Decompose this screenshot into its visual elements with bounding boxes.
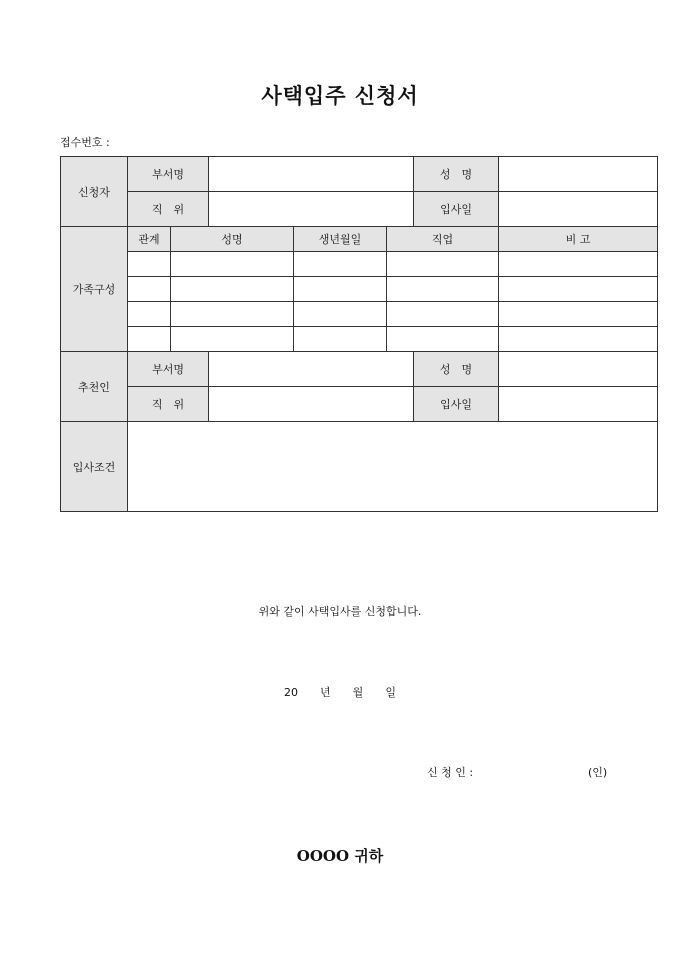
date-month-unit: 월 <box>352 686 364 699</box>
conditions-section-label: 입사조건 <box>61 422 128 512</box>
family-cell[interactable] <box>387 302 499 327</box>
recommender-section-label: 추천인 <box>61 352 128 422</box>
recommender-name-label: 성 명 <box>414 352 499 387</box>
applicant-hire-date-field[interactable] <box>499 192 658 227</box>
family-cell[interactable] <box>294 252 387 277</box>
family-col-name: 성명 <box>171 227 294 252</box>
receipt-number-label: 접수번호 : <box>60 136 110 149</box>
recommender-dept-label: 부서명 <box>128 352 209 387</box>
family-section-label: 가족구성 <box>61 227 128 352</box>
family-cell[interactable] <box>387 277 499 302</box>
recommender-position-field[interactable] <box>209 387 414 422</box>
date-day-unit: 일 <box>385 686 396 699</box>
family-cell[interactable] <box>128 302 171 327</box>
family-cell[interactable] <box>499 252 658 277</box>
family-cell[interactable] <box>171 302 294 327</box>
family-cell[interactable] <box>128 252 171 277</box>
recommender-position-label: 직 위 <box>128 387 209 422</box>
applicant-name-field[interactable] <box>499 157 658 192</box>
family-col-occupation: 직업 <box>387 227 499 252</box>
applicant-signature-label: 신 청 인 : <box>427 766 474 779</box>
recommender-hire-date-label: 입사일 <box>414 387 499 422</box>
family-col-birthdate: 생년월일 <box>294 227 387 252</box>
table-row <box>61 277 658 302</box>
table-row <box>61 252 658 277</box>
family-col-remarks: 비 고 <box>499 227 658 252</box>
table-row <box>61 302 658 327</box>
family-cell[interactable] <box>499 327 658 352</box>
application-statement: 위와 같이 사택입사를 신청합니다. <box>258 605 422 618</box>
recommender-dept-field[interactable] <box>209 352 414 387</box>
family-cell[interactable] <box>387 327 499 352</box>
date-year-unit: 년 <box>320 686 331 699</box>
family-cell[interactable] <box>128 277 171 302</box>
applicant-position-field[interactable] <box>209 192 414 227</box>
table-row <box>61 327 658 352</box>
family-cell[interactable] <box>499 302 658 327</box>
family-cell[interactable] <box>294 327 387 352</box>
family-col-relation: 관계 <box>128 227 171 252</box>
family-cell[interactable] <box>171 277 294 302</box>
applicant-dept-field[interactable] <box>209 157 414 192</box>
addressee: OOOO 귀하 <box>296 847 384 865</box>
applicant-dept-label: 부서명 <box>128 157 209 192</box>
family-cell[interactable] <box>294 302 387 327</box>
applicant-section-label: 신청자 <box>61 157 128 227</box>
recommender-name-field[interactable] <box>499 352 658 387</box>
application-form-table <box>60 156 658 512</box>
family-cell[interactable] <box>171 327 294 352</box>
page-title: 사택입주 신청서 <box>261 83 419 108</box>
family-cell[interactable] <box>294 277 387 302</box>
family-cell[interactable] <box>499 277 658 302</box>
seal-label: (인) <box>588 766 608 779</box>
applicant-position-label: 직 위 <box>128 192 209 227</box>
date-line <box>0 684 680 700</box>
date-year: 20 <box>284 686 299 699</box>
applicant-hire-date-label: 입사일 <box>414 192 499 227</box>
family-cell[interactable] <box>128 327 171 352</box>
applicant-name-label: 성 명 <box>414 157 499 192</box>
family-cell[interactable] <box>171 252 294 277</box>
conditions-field[interactable] <box>128 422 658 512</box>
recommender-hire-date-field[interactable] <box>499 387 658 422</box>
family-cell[interactable] <box>387 252 499 277</box>
